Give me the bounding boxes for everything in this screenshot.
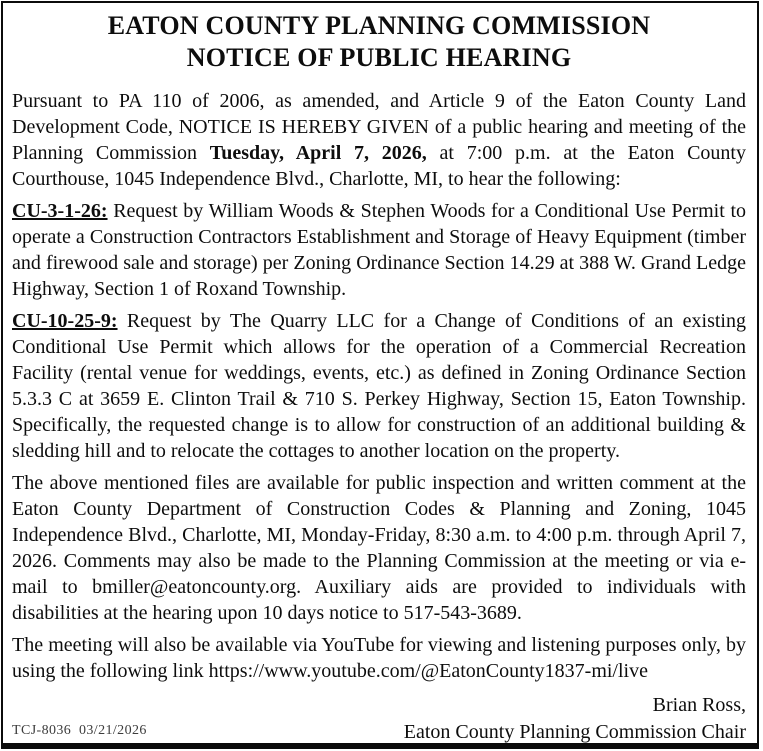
case-paragraph-cu-3-1-26 xyxy=(12,198,746,302)
youtube-live-url: https://www.youtube.com/@EatonCounty1837-mi/live xyxy=(208,660,648,682)
case-description-cu-3-1-26: Request by William Woods & Stephen Woods for a Conditional Use Permit to operate a Construction Contractors Establishment and Storage of Heavy Equipment (timber and firewood sale and storage) per Zoning Ordinance Section 14.29 at 388 W. Grand Ledge Highway, Section 1 of Roxand Township. xyxy=(12,200,746,300)
notice-reference-number: TCJ-8036 03/21/2026 xyxy=(12,723,147,738)
youtube-paragraph xyxy=(12,632,746,684)
signature-title: Eaton County Planning Commission Chair xyxy=(403,721,746,743)
inspection-text-pre: The above mentioned files are available for public inspection and written comment at the Eaton County Department of Construction Codes & Planning and Zoning, 1045 Independence Blvd., Charlotte, MI, Monday-Friday, 8:30 a.m. to 4:00 p.m. through April 7, 2026. Comments may also be made to the Planning Commission at the meeting or via e-mail to xyxy=(12,472,746,598)
contact-email: bmiller@eatoncounty.org xyxy=(92,576,297,598)
case-number-cu-10-25-9: CU-10-25-9: xyxy=(12,310,118,332)
hearing-date: Tuesday, April 7, 2026, xyxy=(209,142,427,164)
case-number-cu-3-1-26: CU-3-1-26: xyxy=(12,200,108,222)
notice-title-line2: NOTICE OF PUBLIC HEARING xyxy=(186,43,572,72)
intro-text-post: at 7:00 p.m. at the Eaton County Courthouse, 1045 Independence Blvd., Charlotte, MI, to hear the following: xyxy=(12,142,746,190)
inspection-text-end: . xyxy=(516,602,522,624)
notice-title-line1: EATON COUNTY PLANNING COMMISSION xyxy=(107,11,651,40)
intro-paragraph xyxy=(12,88,746,192)
contact-phone: 517-543-3689 xyxy=(403,602,517,624)
inspection-text-mid: . Auxiliary aids are provided to individuals with disabilities at the hearing upon 10 days notice to xyxy=(12,576,746,624)
public-hearing-notice xyxy=(1,1,759,749)
signature-name: Brian Ross, xyxy=(652,694,746,716)
inspection-paragraph xyxy=(12,470,746,626)
youtube-text-pre: The meeting will also be available via YouTube for viewing and listening purposes only, by using the following link xyxy=(12,634,746,682)
case-paragraph-cu-10-25-9 xyxy=(12,308,746,464)
intro-text-pre: Pursuant to PA 110 of 2006, as amended, and Article 9 of the Eaton County Land Development Code, NOTICE IS HEREBY GIVEN of a public hearing and meeting of the Planning Commission xyxy=(12,90,746,164)
case-description-cu-10-25-9: Request by The Quarry LLC for a Change of Conditions of an existing Conditional Use Permit which allows for the operation of a Commercial Recreation Facility (rental venue for weddings, events, etc.) as defined in Zoning Ordinance Section 5.3.3 C at 3659 E. Clinton Trail & 710 S. Perkey Highway, Section 15, Eaton Township. Specifically, the requested change is to allow for construction of an additional building & sledding hill and to relocate the cottages to another location on the property. xyxy=(12,310,746,462)
notice-header xyxy=(12,10,746,74)
